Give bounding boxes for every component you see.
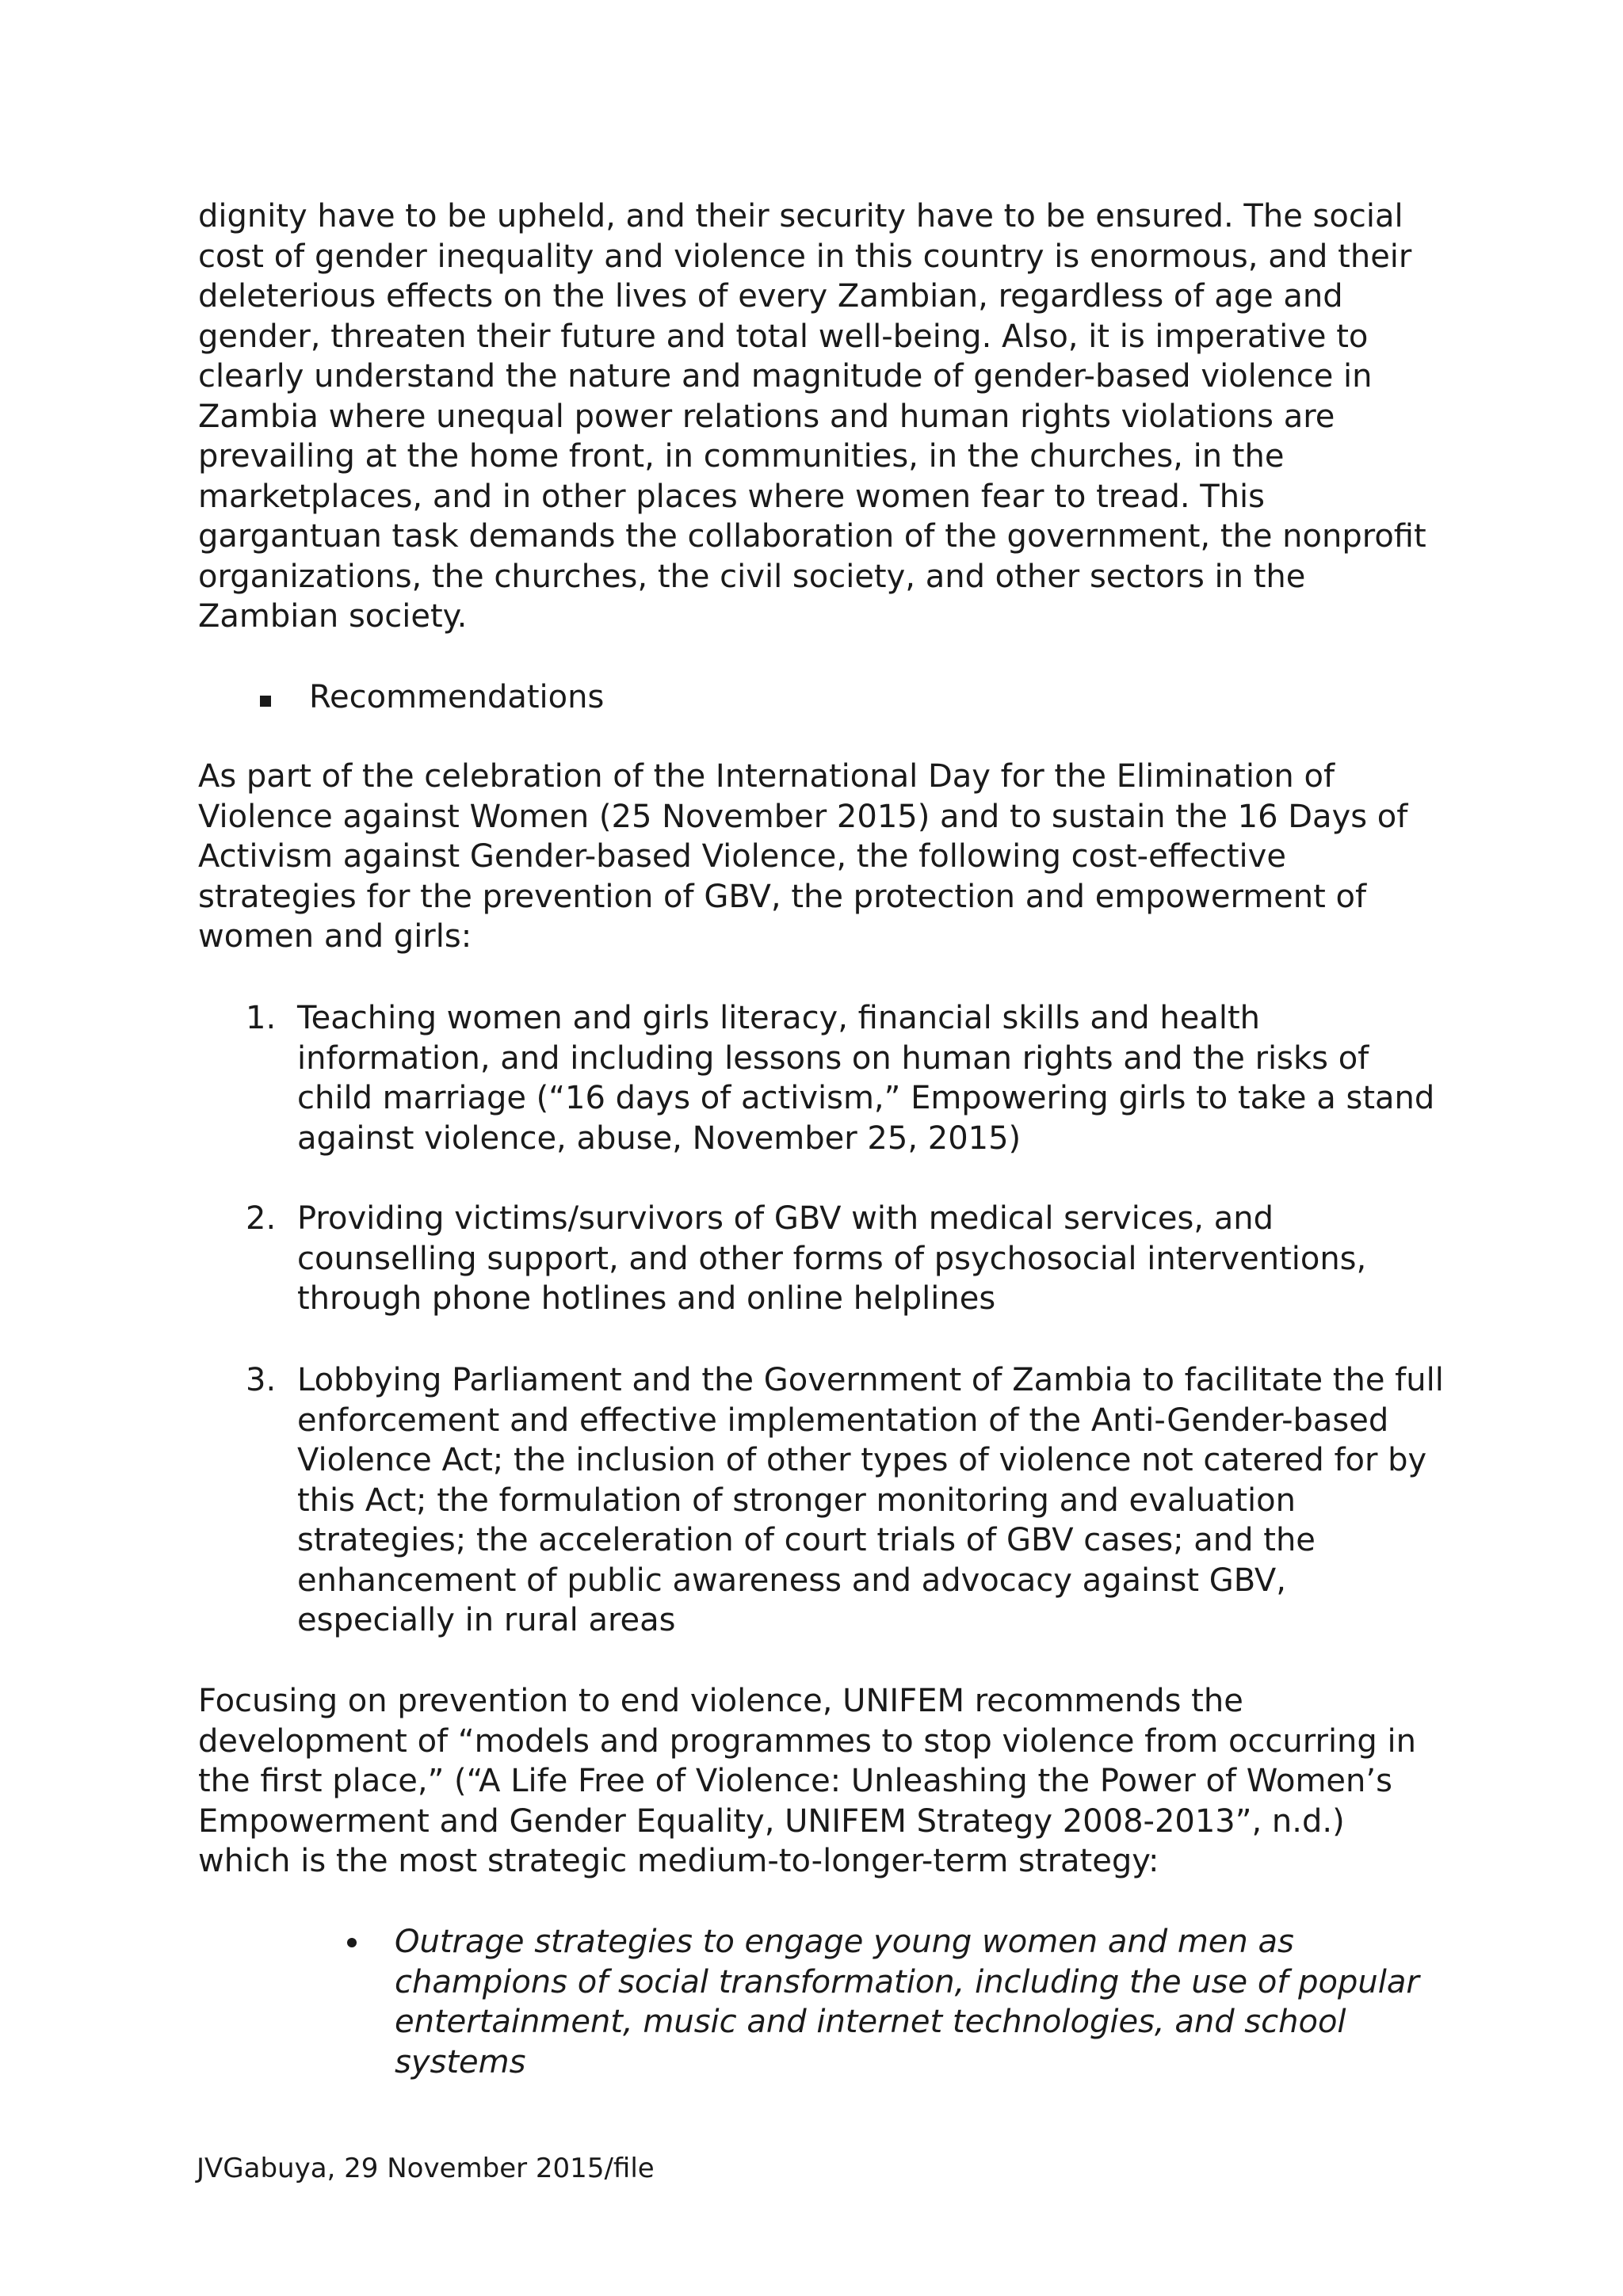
recommendations-heading: Recommendations: [309, 679, 605, 715]
list-number: 2.: [246, 1200, 277, 1237]
body-paragraph-2: As part of the celebration of the International Day for the Elimination of Violence against Women (25 November 2015) and to sustain the 16 Days of Activism against Gender-based Violence, the following cost-effective strategies for the prevention of GBV, the protection and empowerment of women and girls:: [198, 758, 1408, 955]
body-paragraph-1: dignity have to be upheld, and their security have to be ensured. The social cost of gender inequality and violence in this country is enormous, and their deleterious effects on the lives of every Zambian, regardless of age and gender, threaten their future and total well-being. Also, it is imperative to clearly understand the nature and magnitude of gender-based violence in Zambia where unequal power relations and human rights violations are prevailing at the home front, in communities, in the churches, in the marketplaces, and in other places where women fear to tread. This gargantuan task demands the collaboration of the government, the nonprofit organizations, the churches, the civil society, and other sectors in the Zambian society.: [198, 198, 1426, 635]
list-item-text: Teaching women and girls literacy, financial skills and health information, and including lessons on human rights and the risks of child marriage (“16 days of activism,” Empowering girls to take a stand against violence, abuse, November 25, 2015): [297, 1000, 1435, 1157]
list-item-text: Lobbying Parliament and the Government of Zambia to facilitate the full enforcement and effective implementation of the Anti-Gender-based Violence Act; the inclusion of other types of violence not catered for by this Act; the formulation of stronger monitoring and evaluation strategies; the acceleration of court trials of GBV cases; and the enhancement of public awareness and advocacy against GBV, especially in rural areas: [297, 1362, 1444, 1638]
list-number: 1.: [246, 1000, 277, 1036]
list-number: 3.: [246, 1362, 277, 1398]
list-item-text: Providing victims/survivors of GBV with medical services, and counselling support, and other forms of psychosocial interventions, through phone hotlines and online helplines: [297, 1200, 1367, 1317]
body-paragraph-3: Focusing on prevention to end violence, UNIFEM recommends the development of “models and programmes to stop violence from occurring in the first place,” (“A Life Free of Violence: Unleashing the Power of Women’s Empowerment and Gender Equality, UNIFEM Strategy 2008-2013”, n.d.) which is the most strategic medium-to-longer-term strategy:: [198, 1683, 1416, 1879]
round-bullet-icon: [347, 1938, 357, 1947]
square-bullet-icon: [260, 696, 271, 707]
page-footer: JVGabuya, 29 November 2015/file: [197, 2153, 655, 2184]
bullet-item-text: Outrage strategies to engage young women and men as champions of social transformation, including the use of popular entertainment, music and internet technologies, and school systems: [395, 1924, 1419, 2081]
